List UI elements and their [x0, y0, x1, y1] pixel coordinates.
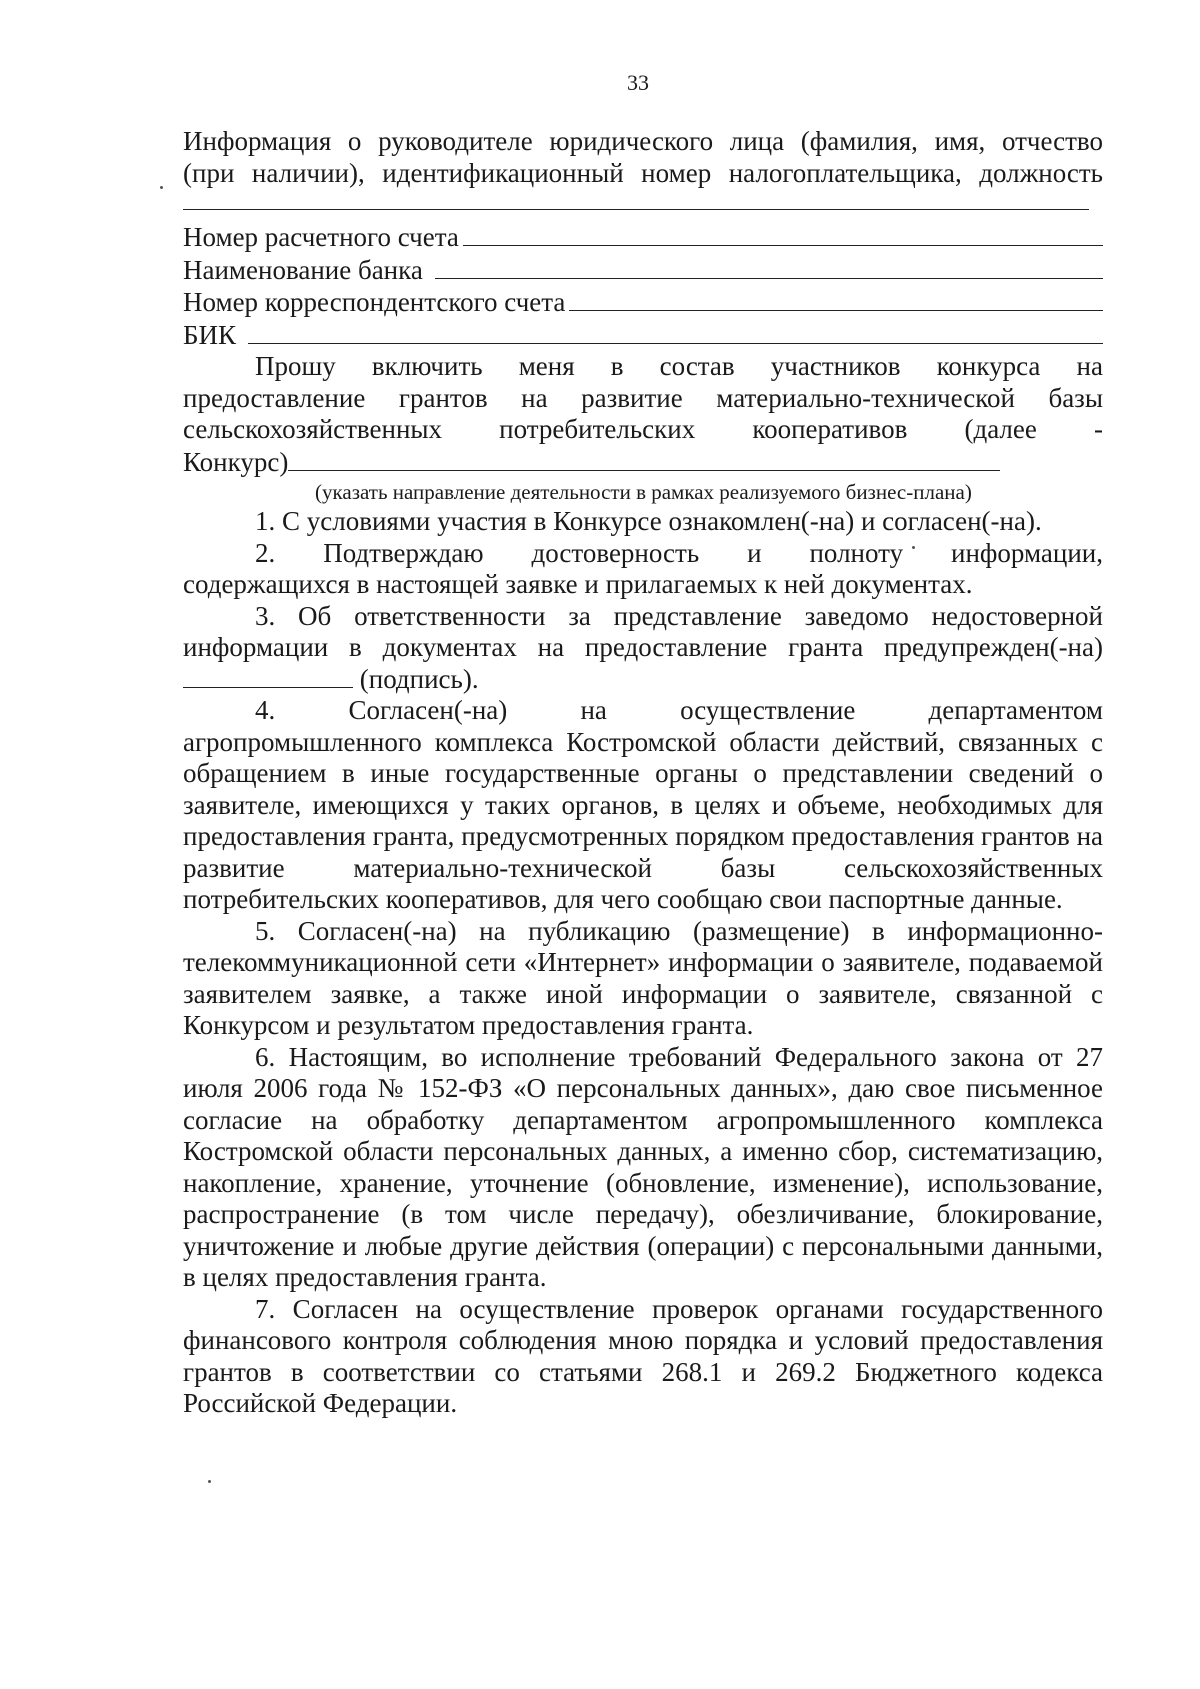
item-4-body: агропромышленного комплекса Костромской области действий, связанных с обращением в иные государственные органы о представлении сведений о заявителе, имеющихся у таких органов, в целях и объеме, необходимых для предоставления гранта, предусмотренных порядком предоставления грантов на развитие материально-технической базы сельскохозяйственных потребительских кооперативов, для чего сообщаю свои паспортные данные. — [183, 726, 1103, 914]
corr-account-label: Номер корреспондентского счета — [183, 287, 566, 317]
head-info-blank[interactable] — [183, 189, 1089, 210]
item-4-word: Согласен(-на) — [348, 695, 508, 725]
bank-blank[interactable] — [435, 254, 1103, 279]
signature-label: (подпись). — [359, 663, 479, 694]
bank-label: Наименование банка — [183, 254, 423, 285]
contest-label: Конкурс) — [183, 446, 289, 477]
item-4-number: 4. — [255, 695, 276, 725]
corr-account-blank[interactable] — [569, 286, 1103, 311]
bik-label: БИК — [183, 319, 237, 350]
account-label: Номер расчетного счета — [183, 222, 459, 252]
account-field — [183, 221, 1103, 254]
request-line-3: сельскохозяйственных потребительских кооперативов (далее - — [183, 414, 1103, 444]
item-3-line-1: 3. Об ответственности за представление заведомо недостоверной — [255, 600, 1103, 631]
signature-blank[interactable] — [183, 665, 353, 688]
application-text — [183, 126, 1103, 1420]
item-1: 1. С условиями участия в Конкурсе ознакомлен(-на) и согласен(-на). — [255, 506, 1042, 536]
account-blank[interactable] — [463, 221, 1103, 246]
item-7: 7. Согласен на осуществление проверок органами государственного финансового контроля соблюдения мною порядка и условий предоставления грантов в соответствии со статьями 268.1 и 269.2 Бюджетного кодекса Российской Федерации. — [183, 1293, 1103, 1418]
corr-account-field — [183, 286, 1103, 319]
item-3-line-2: информации в документах на предоставление гранта предупрежден(-на) — [183, 632, 1103, 662]
request-line-1: Прошу включить меня в состав участников конкурса на — [255, 351, 1103, 381]
bank-field — [183, 254, 1103, 287]
bik-field — [183, 319, 1103, 352]
item-2-line-2: содержащихся в настоящей заявке и прилагаемых к ней документах. — [183, 569, 973, 599]
head-info-line-1: Информация о руководителе юридического лица (фамилия, имя, отчество — [183, 126, 1103, 156]
item-3-line-3 — [183, 664, 1103, 696]
bik-blank[interactable] — [248, 319, 1103, 344]
head-info-line-2: (при наличии), идентификационный номер налогоплательщика, должность — [183, 157, 1103, 188]
page-number: 33 — [627, 70, 649, 95]
item-4-line-1 — [183, 695, 1103, 727]
direction-caption: (указать направление деятельности в рамках реализуемого бизнес-плана) — [315, 480, 972, 504]
item-5: 5. Согласен(-на) на публикацию (размещение) в информационно-телекоммуникационной сети «Интернет» информации о заявителе, подаваемой заявителем заявке, а также иной информации о заявителе, связанной с Конкурсом и результатом предоставления гранта. — [183, 915, 1103, 1040]
item-2-line-1: 2. Подтверждаю достоверность и полноту информации, — [255, 537, 1103, 568]
item-6: 6. Настоящим, во исполнение требований Федерального закона от 27 июля 2006 года № 152-ФЗ «О персональных данных», даю свое письменное согласие на обработку департаментом агропромышленного комплекса Костромской области персональных данных, а именно сбор, систематизацию, накопление, хранение, уточнение (обновление, изменение), использование, распространение (в том числе передачу), обезличивание, блокирование, уничтожение и любые другие действия (операции) с персональными данными, в целях предоставления гранта. — [183, 1041, 1103, 1292]
item-4-word: на — [580, 695, 607, 725]
item-4-word: осуществление — [680, 695, 856, 725]
item-4-word: департаментом — [928, 695, 1103, 725]
contest-direction-blank[interactable] — [288, 446, 1000, 471]
scan-speck — [208, 1480, 211, 1483]
contest-field — [183, 446, 1103, 479]
scan-speck — [160, 186, 163, 189]
request-line-2: предоставление грантов на развитие материально-технической базы — [183, 382, 1103, 413]
